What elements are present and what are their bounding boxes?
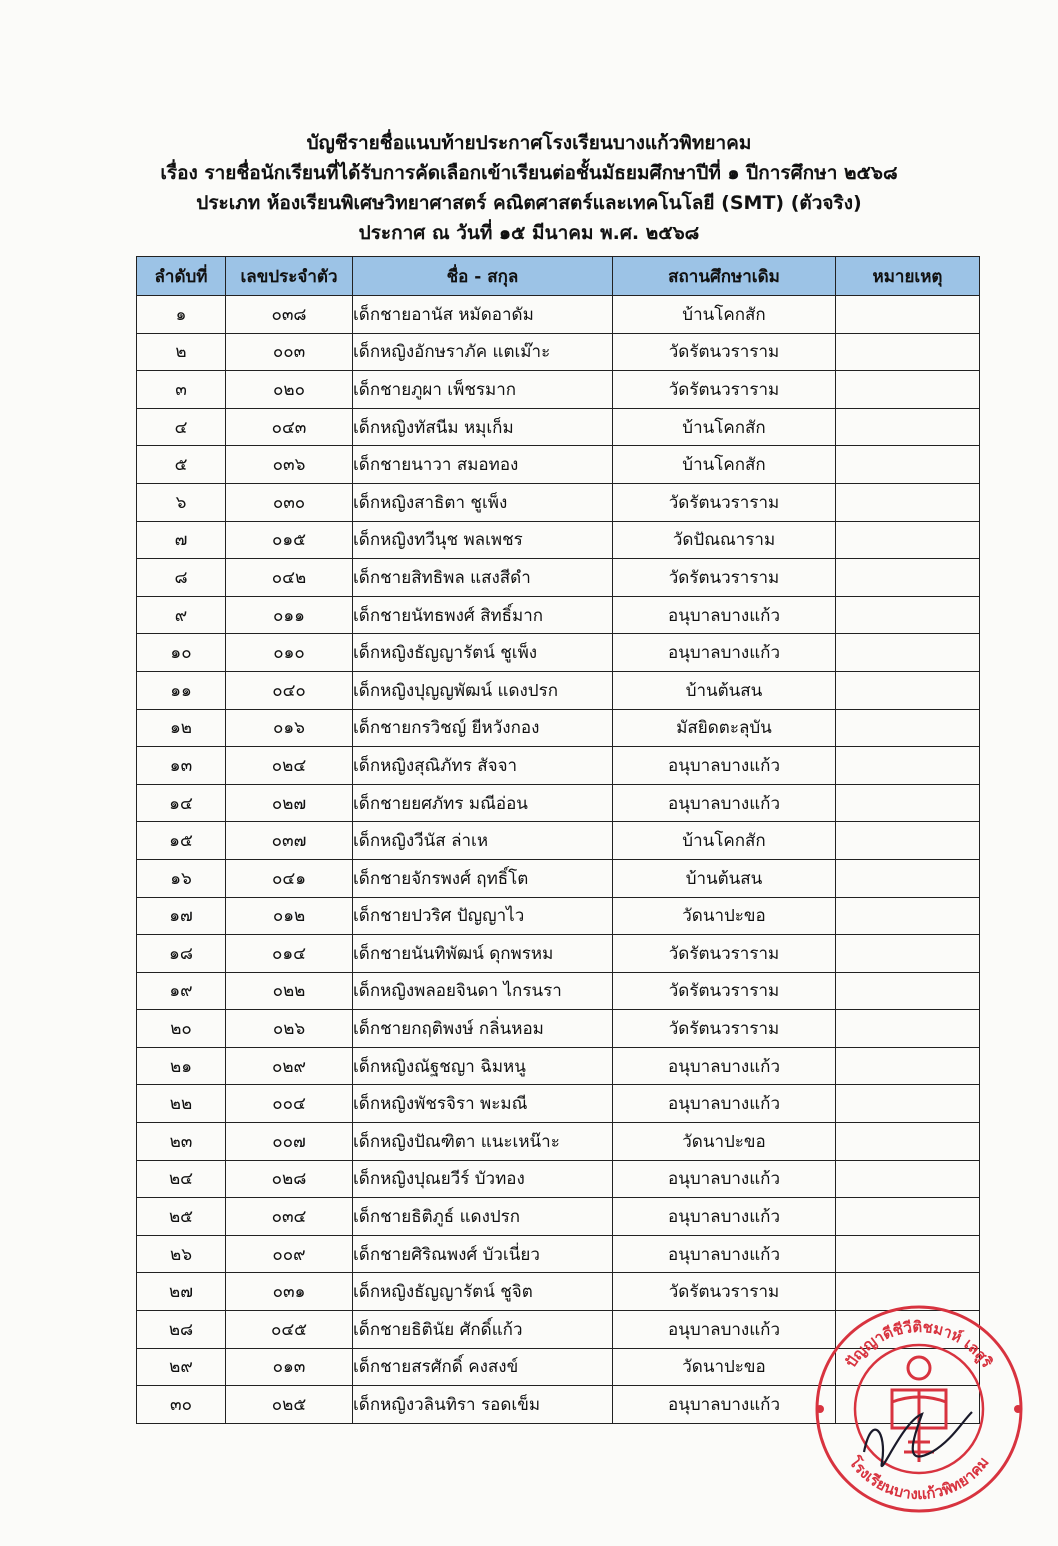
cell-order-no: ๗ [137, 521, 226, 559]
column-header-school: สถานศึกษาเดิม [613, 257, 836, 296]
table-row [137, 972, 980, 1010]
cell-previous-school: อนุบาลบางแก้ว [613, 634, 836, 672]
table-row [137, 296, 980, 334]
cell-order-no: ๒๗ [137, 1273, 226, 1311]
cell-full-name: เด็กหญิงณัฐชญา ฉิมหนู [353, 1047, 613, 1085]
cell-previous-school: อนุบาลบางแก้ว [613, 1235, 836, 1273]
cell-student-id: ๐๓๔ [226, 1198, 353, 1236]
header-category: ประเภท ห้องเรียนพิเศษวิทยาศาสตร์ คณิตศาสตร์และเทคโนโลยี (SMT) (ตัวจริง) [196, 192, 862, 214]
table-row [137, 1123, 980, 1161]
cell-remark [836, 709, 980, 747]
table-row [137, 408, 980, 446]
cell-full-name: เด็กหญิงอักษราภัค แตเม๊าะ [353, 333, 613, 371]
cell-student-id: ๐๔๐ [226, 671, 353, 709]
cell-remark [836, 747, 980, 785]
cell-student-id: ๐๒๘ [226, 1160, 353, 1198]
cell-student-id: ๐๔๒ [226, 559, 353, 597]
cell-order-no: ๒๒ [137, 1085, 226, 1123]
cell-full-name: เด็กชายจักรพงศ์ ฤทธิ์โต [353, 859, 613, 897]
cell-order-no: ๒๕ [137, 1198, 226, 1236]
cell-order-no: ๒๔ [137, 1160, 226, 1198]
table-row [137, 333, 980, 371]
cell-order-no: ๑๖ [137, 859, 226, 897]
table-row [137, 822, 980, 860]
cell-remark [836, 1198, 980, 1236]
cell-previous-school: วัดปัณณาราม [613, 521, 836, 559]
cell-student-id: ๐๓๑ [226, 1273, 353, 1311]
cell-previous-school: บ้านต้นสน [613, 859, 836, 897]
header-title: บัญชีรายชื่อแนบท้ายประกาศโรงเรียนบางแก้วพิทยาคม [306, 132, 752, 154]
cell-previous-school: วัดนาปะขอ [613, 1123, 836, 1161]
cell-order-no: ๑ [137, 296, 226, 334]
cell-full-name: เด็กชายปวริศ ปัญญาไว [353, 897, 613, 935]
cell-student-id: ๐๒๔ [226, 747, 353, 785]
cell-student-id: ๐๔๓ [226, 408, 353, 446]
cell-student-id: ๐๒๒ [226, 972, 353, 1010]
cell-previous-school: วัดนาปะขอ [613, 1348, 836, 1386]
cell-order-no: ๖ [137, 483, 226, 521]
table-row [137, 634, 980, 672]
column-header-id: เลขประจำตัว [226, 257, 353, 296]
cell-order-no: ๑๓ [137, 747, 226, 785]
cell-full-name: เด็กชายภูผา เพ็ชรมาก [353, 371, 613, 409]
cell-previous-school: บ้านโคกสัก [613, 822, 836, 860]
cell-student-id: ๐๑๔ [226, 935, 353, 973]
cell-student-id: ๐๒๙ [226, 1047, 353, 1085]
cell-student-id: ๐๒๐ [226, 371, 353, 409]
cell-previous-school: วัดนาปะขอ [613, 897, 836, 935]
cell-remark [836, 972, 980, 1010]
table-row [137, 1047, 980, 1085]
column-header-note: หมายเหตุ [836, 257, 980, 296]
table-body [137, 296, 980, 1424]
cell-order-no: ๕ [137, 446, 226, 484]
cell-previous-school: อนุบาลบางแก้ว [613, 747, 836, 785]
cell-previous-school: อนุบาลบางแก้ว [613, 1311, 836, 1349]
cell-order-no: ๑๑ [137, 671, 226, 709]
cell-previous-school: อนุบาลบางแก้ว [613, 784, 836, 822]
cell-previous-school: อนุบาลบางแก้ว [613, 1386, 836, 1424]
cell-full-name: เด็กชายกฤติพงษ์ กลิ่นหอม [353, 1010, 613, 1048]
cell-student-id: ๐๑๑ [226, 596, 353, 634]
cell-previous-school: อนุบาลบางแก้ว [613, 1085, 836, 1123]
cell-student-id: ๐๒๖ [226, 1010, 353, 1048]
cell-order-no: ๑๐ [137, 634, 226, 672]
cell-remark [836, 408, 980, 446]
cell-student-id: ๐๓๐ [226, 483, 353, 521]
cell-order-no: ๒๑ [137, 1047, 226, 1085]
cell-previous-school: วัดรัตนวราราม [613, 972, 836, 1010]
cell-full-name: เด็กหญิงทวีนุช พลเพชร [353, 521, 613, 559]
cell-student-id: ๐๔๑ [226, 859, 353, 897]
cell-student-id: ๐๒๕ [226, 1386, 353, 1424]
cell-full-name: เด็กหญิงพลอยจินดา ไกรนรา [353, 972, 613, 1010]
cell-full-name: เด็กชายกรวิชญ์ ยีหวังกอง [353, 709, 613, 747]
cell-remark [836, 333, 980, 371]
cell-full-name: เด็กหญิงพัชรจิรา พะมณี [353, 1085, 613, 1123]
cell-previous-school: อนุบาลบางแก้ว [613, 596, 836, 634]
cell-full-name: เด็กชายนาวา สมอทอง [353, 446, 613, 484]
cell-remark [836, 784, 980, 822]
table-header-row [137, 257, 980, 296]
column-header-name: ชื่อ - สกุล [353, 257, 613, 296]
header-subject: เรื่อง รายชื่อนักเรียนที่ได้รับการคัดเลือกเข้าเรียนต่อชั้นมัธยมศึกษาปีที่ ๑ ปีการศึกษา ๒๕๖๘ [160, 162, 898, 184]
cell-full-name: เด็กชายนัทธพงศ์ สิทธิ์มาก [353, 596, 613, 634]
table-row [137, 859, 980, 897]
cell-previous-school: วัดรัตนวราราม [613, 935, 836, 973]
cell-previous-school: อนุบาลบางแก้ว [613, 1160, 836, 1198]
cell-previous-school: มัสยิดตะลุบัน [613, 709, 836, 747]
cell-full-name: เด็กชายนันทิพัฒน์ ดุกพรหม [353, 935, 613, 973]
cell-order-no: ๒๘ [137, 1311, 226, 1349]
cell-full-name: เด็กชายอานัส หมัดอาดัม [353, 296, 613, 334]
cell-order-no: ๒๓ [137, 1123, 226, 1161]
document-header [0, 128, 1058, 248]
cell-full-name: เด็กหญิงทัสนีม หมุเก็ม [353, 408, 613, 446]
cell-student-id: ๐๐๗ [226, 1123, 353, 1161]
seal-lower-text: โรงเรียนบางแก้วพิทยาคม [845, 1453, 993, 1504]
cell-student-id: ๐๐๓ [226, 333, 353, 371]
cell-previous-school: วัดรัตนวราราม [613, 483, 836, 521]
cell-previous-school: วัดรัตนวราราม [613, 1273, 836, 1311]
table-row [137, 371, 980, 409]
cell-order-no: ๑๙ [137, 972, 226, 1010]
cell-remark [836, 897, 980, 935]
cell-previous-school: อนุบาลบางแก้ว [613, 1047, 836, 1085]
cell-remark [836, 296, 980, 334]
table-row [137, 559, 980, 597]
cell-order-no: ๒๖ [137, 1235, 226, 1273]
cell-full-name: เด็กหญิงวลินทิรา รอดเข็ม [353, 1386, 613, 1424]
cell-order-no: ๓๐ [137, 1386, 226, 1424]
table-row [137, 1235, 980, 1273]
cell-student-id: ๐๓๘ [226, 296, 353, 334]
cell-previous-school: อนุบาลบางแก้ว [613, 1198, 836, 1236]
cell-order-no: ๘ [137, 559, 226, 597]
cell-remark [836, 1010, 980, 1048]
cell-previous-school: วัดรัตนวราราม [613, 559, 836, 597]
cell-remark [836, 1047, 980, 1085]
cell-remark [836, 521, 980, 559]
cell-remark [836, 822, 980, 860]
table-row [137, 1160, 980, 1198]
cell-order-no: ๑๗ [137, 897, 226, 935]
cell-order-no: ๒๙ [137, 1348, 226, 1386]
cell-student-id: ๐๐๔ [226, 1085, 353, 1123]
cell-full-name: เด็กหญิงธัญญารัตน์ ชูจิต [353, 1273, 613, 1311]
cell-full-name: เด็กชายธิตินัย ศักดิ์แก้ว [353, 1311, 613, 1349]
table-row [137, 747, 980, 785]
cell-full-name: เด็กชายธิติภูธ์ แดงปรก [353, 1198, 613, 1236]
table-row [137, 446, 980, 484]
table-row [137, 935, 980, 973]
table-row [137, 483, 980, 521]
cell-previous-school: วัดรัตนวราราม [613, 333, 836, 371]
cell-order-no: ๓ [137, 371, 226, 409]
cell-student-id: ๐๒๗ [226, 784, 353, 822]
cell-remark [836, 1235, 980, 1273]
cell-remark [836, 559, 980, 597]
cell-remark [836, 634, 980, 672]
cell-order-no: ๑๘ [137, 935, 226, 973]
cell-order-no: ๔ [137, 408, 226, 446]
cell-previous-school: บ้านโคกสัก [613, 296, 836, 334]
cell-student-id: ๐๐๙ [226, 1235, 353, 1273]
cell-full-name: เด็กหญิงปัณฑิตา แนะเหน๊าะ [353, 1123, 613, 1161]
cell-student-id: ๐๓๖ [226, 446, 353, 484]
school-seal [812, 1302, 1026, 1516]
cell-full-name: เด็กชายยศภัทร มณีอ่อน [353, 784, 613, 822]
cell-remark [836, 1085, 980, 1123]
student-table [136, 256, 980, 1424]
cell-full-name: เด็กหญิงปุณยวีร์ บัวทอง [353, 1160, 613, 1198]
cell-student-id: ๐๑๐ [226, 634, 353, 672]
seal-upper-text: ปัญญาดีชีวีติชมาห์ เลสูริ [841, 1317, 997, 1371]
cell-remark [836, 671, 980, 709]
header-date: ประกาศ ณ วันที่ ๑๕ มีนาคม พ.ศ. ๒๕๖๘ [358, 222, 700, 244]
table-row [137, 596, 980, 634]
cell-full-name: เด็กหญิงสุณิภัทร สัจจา [353, 747, 613, 785]
cell-remark [836, 446, 980, 484]
cell-full-name: เด็กหญิงวีนัส ล่าเห [353, 822, 613, 860]
cell-full-name: เด็กหญิงสาธิตา ชูเพ็ง [353, 483, 613, 521]
cell-order-no: ๒๐ [137, 1010, 226, 1048]
cell-full-name: เด็กชายสรศักดิ์ คงสงข์ [353, 1348, 613, 1386]
column-header-no: ลำดับที่ [137, 257, 226, 296]
cell-order-no: ๑๒ [137, 709, 226, 747]
cell-student-id: ๐๑๖ [226, 709, 353, 747]
cell-previous-school: บ้านโคกสัก [613, 446, 836, 484]
seal-emblem-icon [892, 1357, 946, 1462]
cell-full-name: เด็กหญิงธัญญารัตน์ ชูเพ็ง [353, 634, 613, 672]
table-row [137, 709, 980, 747]
table-row [137, 521, 980, 559]
cell-order-no: ๙ [137, 596, 226, 634]
table-row [137, 1085, 980, 1123]
cell-order-no: ๒ [137, 333, 226, 371]
cell-remark [836, 935, 980, 973]
table-row [137, 671, 980, 709]
cell-full-name: เด็กหญิงปุญญพัฒน์ แดงปรก [353, 671, 613, 709]
cell-previous-school: บ้านต้นสน [613, 671, 836, 709]
cell-remark [836, 1160, 980, 1198]
table-row [137, 897, 980, 935]
cell-remark [836, 483, 980, 521]
cell-previous-school: บ้านโคกสัก [613, 408, 836, 446]
table-row [137, 1198, 980, 1236]
cell-student-id: ๐๑๕ [226, 521, 353, 559]
cell-student-id: ๐๔๕ [226, 1311, 353, 1349]
cell-student-id: ๐๑๒ [226, 897, 353, 935]
cell-remark [836, 859, 980, 897]
cell-full-name: เด็กชายสิทธิพล แสงสีดำ [353, 559, 613, 597]
cell-order-no: ๑๔ [137, 784, 226, 822]
cell-remark [836, 1123, 980, 1161]
cell-student-id: ๐๑๓ [226, 1348, 353, 1386]
cell-previous-school: วัดรัตนวราราม [613, 1010, 836, 1048]
cell-full-name: เด็กชายศิริณพงศ์ บัวเนี่ยว [353, 1235, 613, 1273]
cell-remark [836, 596, 980, 634]
table-row [137, 784, 980, 822]
cell-previous-school: วัดรัตนวราราม [613, 371, 836, 409]
table-row [137, 1010, 980, 1048]
cell-student-id: ๐๓๗ [226, 822, 353, 860]
cell-remark [836, 371, 980, 409]
cell-order-no: ๑๕ [137, 822, 226, 860]
